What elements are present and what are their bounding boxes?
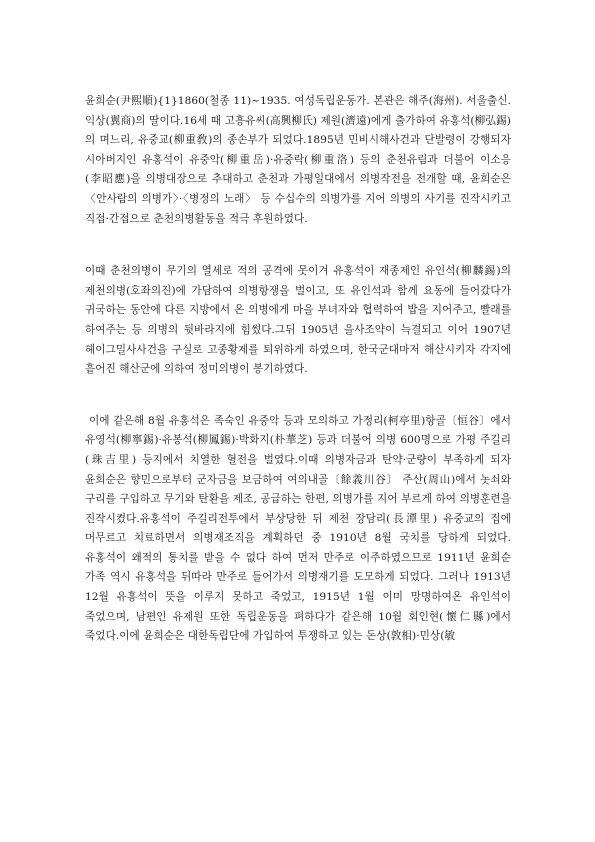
document-body: [85, 92, 511, 647]
paragraph-biography: 윤희순(尹熙順){1}1860(철종 11)~1935. 여성독립운동가. 본관은 해주(海州). 서울출신. 익상(翼商)의 딸이다.16세 때 고흥유씨(高興柳氏) 제원(濟遠)에게 출가하여 유홍석(柳弘錫)의 며느리, 유중교(柳重敎)의 종손부가 되었다.1895년 민비시해사건과 단발령이 강행되자 시아버지인 유홍석이 유중악(柳重岳)·유중락(柳重洛) 등의 춘천유림과 더불어 이소응(李昭應)을 의병대장으로 추대하고 춘천과 가평일대에서 의병작전을 전개할 때, 윤희순은 〈안사람의 의병가〉·〈병정의 노래〉 등 수십수의 의병가를 지어 의병의 사기를 진작시키고 직접·간접으로 춘천의병활동을 적극 후원하였다.: [85, 95, 511, 225]
paragraph-chuncheon-militia: 이때 춘천의병이 무기의 열세로 적의 공격에 못이겨 유홍석이 재종제인 유인석(柳麟錫)의 제천의병(호좌의진)에 가담하여 의병항쟁을 벌이고, 또 유인석과 함께 요동에 들어갔다가 귀국하는 동안에 다른 지방에서 온 의병에게 마을 부녀자와 협력하여 밥을 지어주고, 빨래를 하여주는 등 의병의 뒷바라지에 힘썼다.그뒤 1905년 을사조약이 늑결되고 이어 1907년 헤이그밀사사건을 구실로 고종황제를 퇴위하게 하였으며, 한국군대마저 해산시키자 각지에 흩어진 해산군에 의하여 정미의병이 봉기하였다.: [85, 265, 511, 376]
paragraph-militia-activities: 이에 같은해 8월 유홍석은 족숙인 유중악 등과 모의하고 가정리(柯亭里)항골〔恒谷〕에서 유영석(柳寧錫)·유봉석(柳鳳錫)·박화지(朴華芝) 등과 더불어 의병 600명으로 가평 주길리(珠吉里) 등지에서 치열한 혈전을 벌였다.이때 의병자금과 탄약·군량이 부족하게 되자 윤희순은 향민으로부터 군자금을 보금하여 여의내골〔餘義川谷〕 주산(周山)에서 놋쇠와 구리를 구입하고 무기와 탄환을 제조, 공급하는 한편, 의병가를 지어 부르게 하여 의병훈련을 진작시켰다.유홍석이 주길리전투에서 부상당한 뒤 제천 장담리(長潭里) 유중교의 집에 머무르고 치료하면서 의병재조직을 계획하던 중 1910년 8월 국치를 당하게 되었다. 유홍석이 왜적의 통치를 받을 수 없다 하여 먼저 만주로 이주하였으므로 1911년 윤희순 가족 역시 유홍석을 뒤따라 만주로 들어가서 의병재기를 도모하게 되었다. 그러나 1913년 12월 유홍석이 뜻을 이루지 못하고 죽었고, 1915년 1월 이미 망명하여온 유인석이 죽었으며, 남편인 유제원 또한 독립운동을 펴하다가 같은해 10월 회인현(懷仁縣)에서 죽었다.이에 윤희순은 대한독립단에 가입하여 투쟁하고 있는 돈상(敦相)·민상(敏: [85, 414, 511, 643]
